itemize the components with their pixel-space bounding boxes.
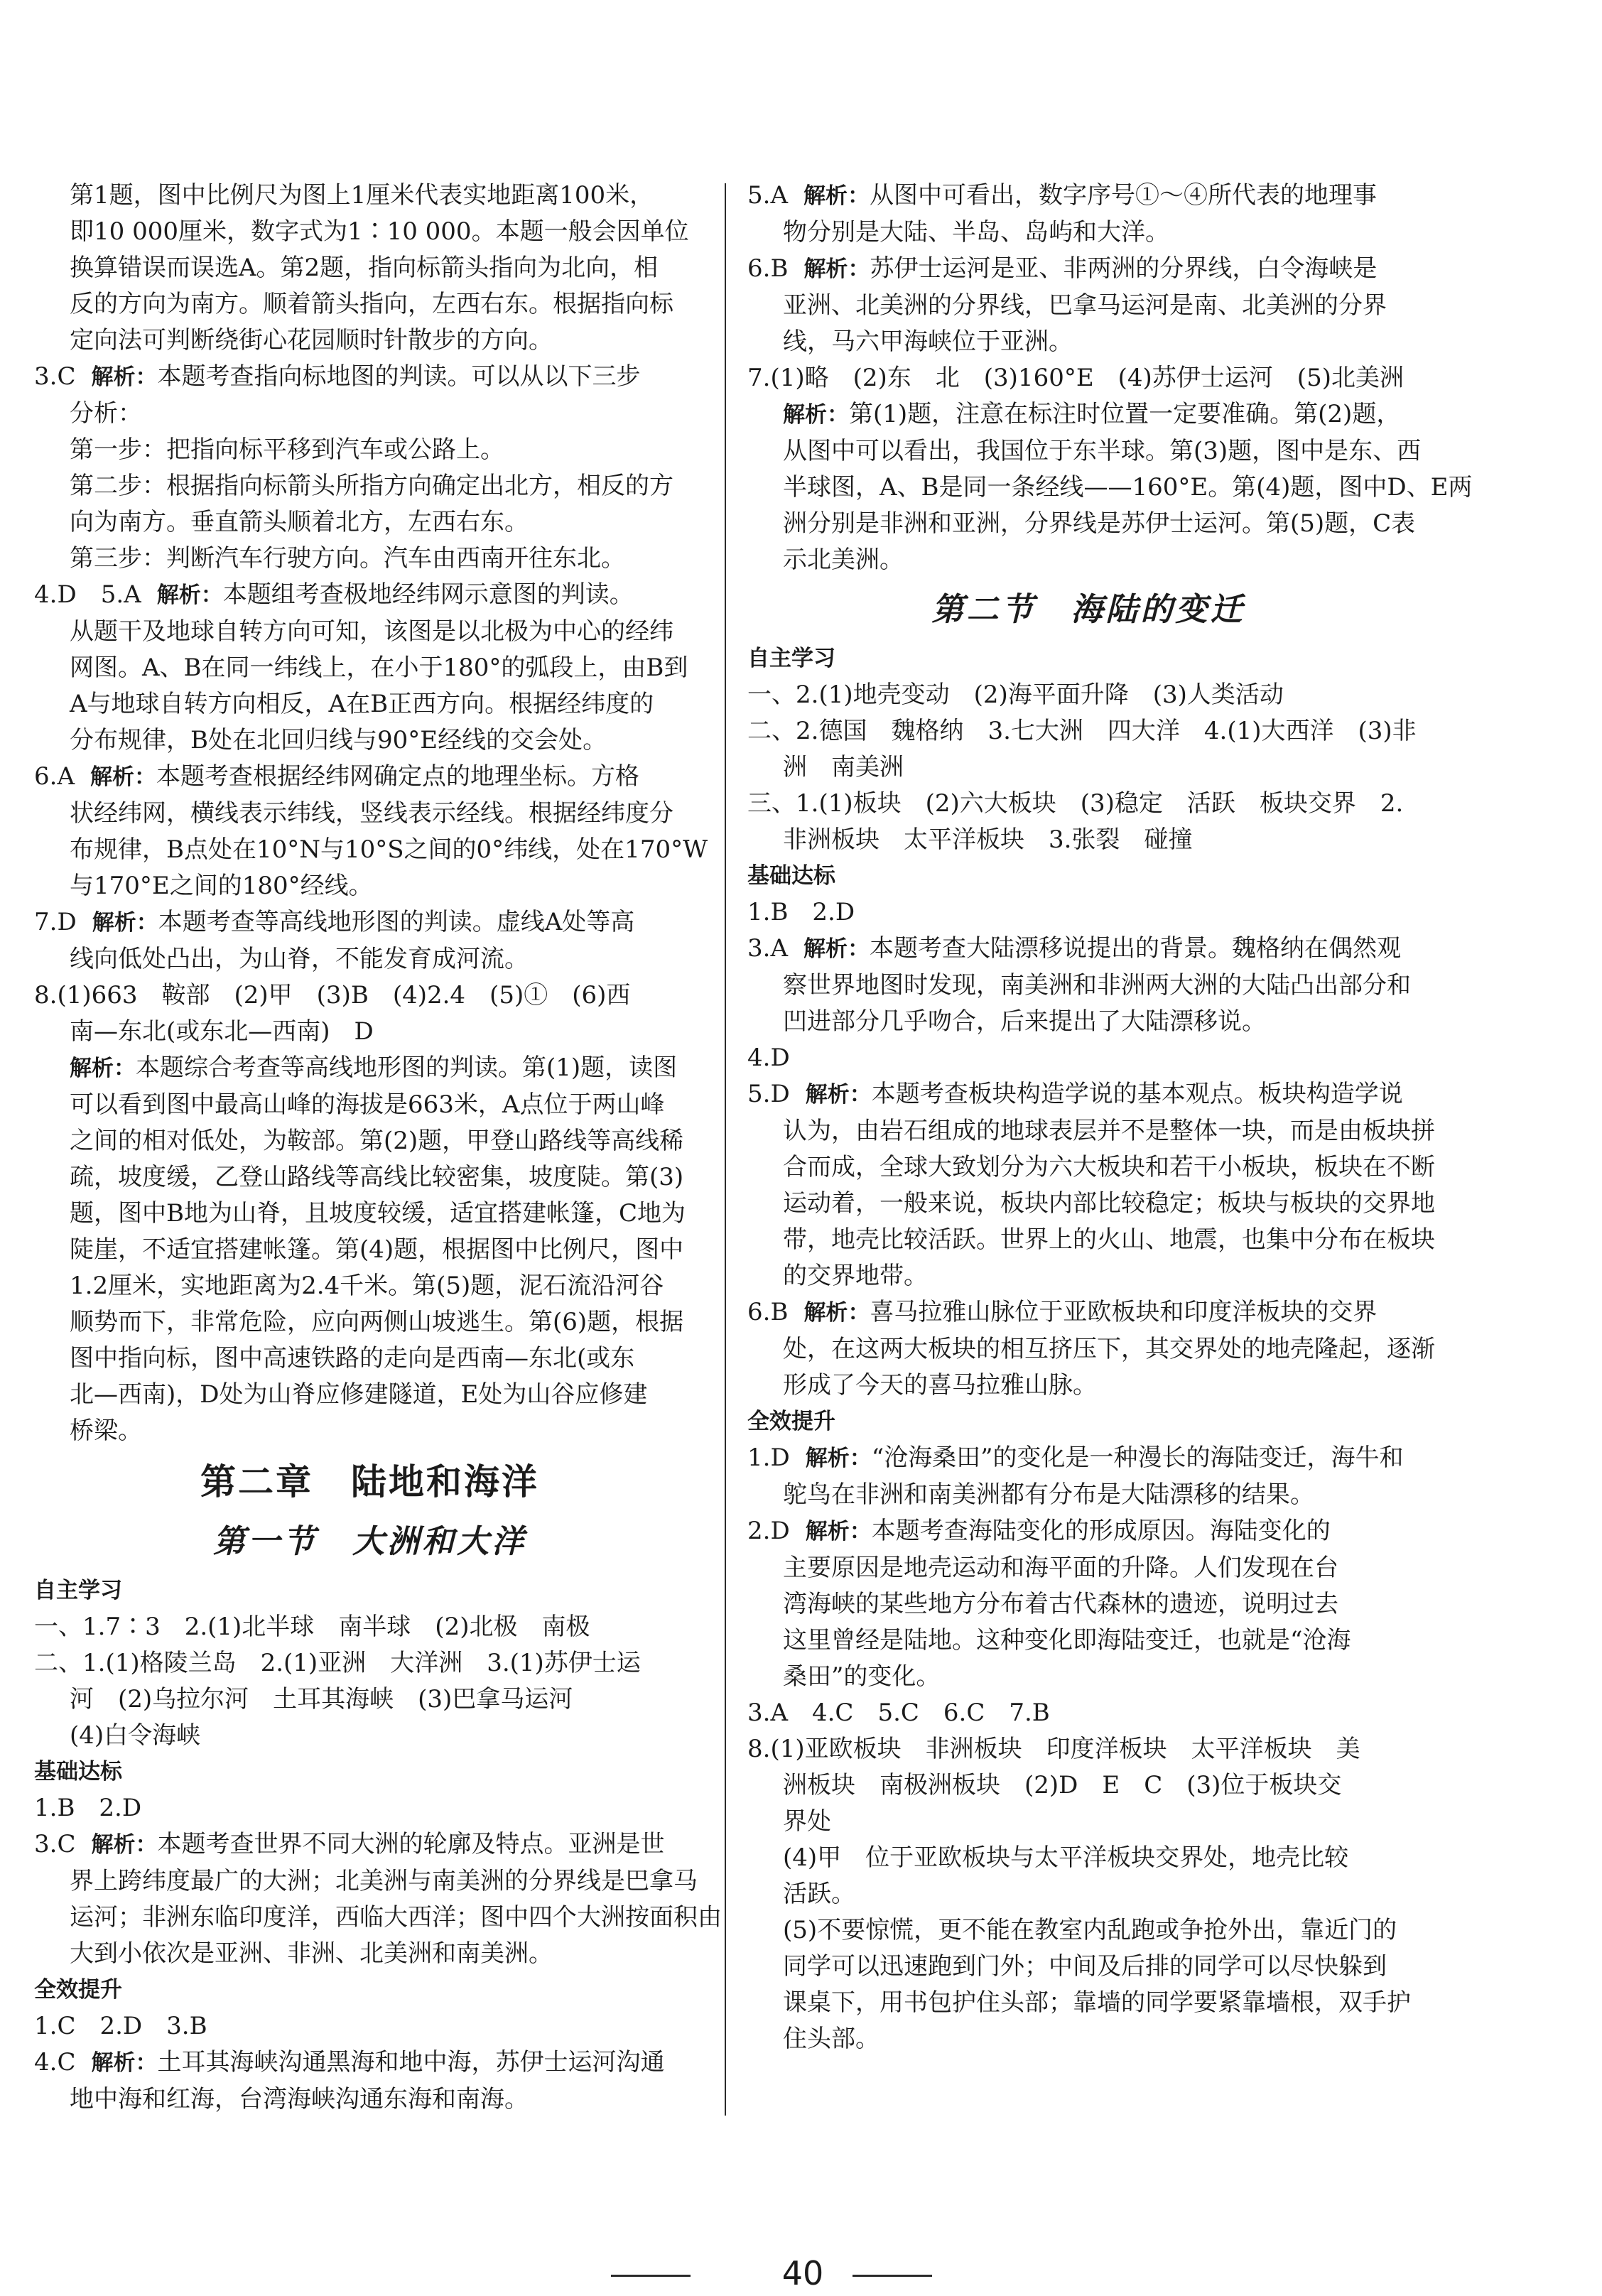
text-line <box>747 713 1429 749</box>
line-text: 第(1)题，注意在标注时位置一定要准确。第(2)题， <box>849 400 1401 428</box>
text-line <box>747 1477 1429 1513</box>
text-line <box>34 396 705 432</box>
text-line <box>34 541 705 577</box>
text-line: 解析：第(1)题，注意在标注时位置一定要准确。第(2)题， <box>783 400 1401 428</box>
text-line <box>34 1377 705 1413</box>
line-text: 苏伊士运河是亚、非两洲的分界线，白令海峡是 <box>870 254 1378 283</box>
text-line <box>747 1767 1429 1804</box>
answer-number: 6.B <box>747 254 789 283</box>
text-line: 3.C 解析：本题考查指向标地图的判读。可以从以下三步 <box>34 362 641 391</box>
analysis-label: 解析 <box>805 1519 850 1544</box>
text-line <box>34 614 705 650</box>
text-line <box>34 1123 705 1159</box>
text-line <box>747 288 1429 324</box>
text-line: 3.A 解析：本题考查大陆漂移说提出的背景。魏格纳在偶然观 <box>747 934 1401 963</box>
line-text: 的交界地带。 <box>783 1262 928 1290</box>
line-text: 题，图中B地为山脊，且坡度较缓，适宜搭建帐篷，C地为 <box>70 1199 686 1228</box>
line-text: A与地球自转方向相反，A在B正西方向。根据经纬度的 <box>70 690 654 718</box>
analysis-label: 解析 <box>91 1832 136 1858</box>
right-column <box>747 178 1473 2057</box>
line-text: 界上跨纬度最广的大洲；北美洲与南美洲的分界线是巴拿马 <box>70 1867 698 1895</box>
line-text: 第二步：根据指向标箭头所指方向确定出北方，相反的方 <box>70 472 673 500</box>
line-text: 桑田”的变化。 <box>783 1662 941 1691</box>
footer-rule-right <box>853 2275 932 2277</box>
text-line: 7.D 解析：本题考查等高线地形图的判读。虚线A处等高 <box>34 908 635 936</box>
line-text: 带，地壳比较活跃。世界上的火山、地震，也集中分布在板块 <box>783 1225 1435 1254</box>
text-line <box>747 1731 1429 1767</box>
text-line <box>747 1876 1429 1912</box>
text-line: 5.D 解析：本题考查板块构造学说的基本观点。板块构造学说 <box>747 1080 1403 1108</box>
left-column <box>34 178 722 2118</box>
text-line <box>747 1804 1429 1840</box>
text-line <box>747 506 1429 542</box>
answer-number: 8. <box>747 1735 771 1763</box>
line-text: 亚洲、北美洲的分界线，巴拿马运河是南、北美洲的分界 <box>783 291 1387 320</box>
line-text: 运河；非洲东临印度洋，西临大西洋；图中四个大洲按面积由 <box>70 1903 722 1932</box>
text-line <box>34 1936 705 1972</box>
line-text: 3.A 4.C 5.C 6.C 7.B <box>747 1699 1050 1727</box>
line-text: 活跃。 <box>783 1880 855 1908</box>
text-line: 6.B 解析：苏伊士运河是亚、非两洲的分界线，白令海峡是 <box>747 254 1378 283</box>
text-line: 6.A 解析：本题考查根据经纬网确定点的地理坐标。方格 <box>34 762 639 791</box>
line-text: 可以看到图中最高山峰的海拔是663米，A点位于两山峰 <box>70 1090 665 1119</box>
analysis-label: 解析 <box>803 936 848 962</box>
line-text: 示北美洲。 <box>783 546 904 574</box>
text-line <box>34 1304 705 1341</box>
text-line <box>747 1113 1435 1149</box>
line-text: 半球图，A、B是同一条经线——160°E。第(4)题，图中D、E两 <box>783 473 1473 502</box>
line-text: 即10 000厘米，数字式为1∶10 000。本题一般会因单位 <box>70 217 689 246</box>
answer-number: 8. <box>34 981 58 1009</box>
line-text: 主要原因是地壳运动和海平面的升降。人们发现在台 <box>783 1554 1338 1582</box>
line-text: 本题考查海陆变化的形成原因。海陆变化的 <box>871 1517 1331 1545</box>
line-text: 这里曾经是陆地。这种变化即海陆变迁，也就是“沧海 <box>783 1626 1351 1655</box>
answer-number: 4.C <box>34 2048 76 2076</box>
analysis-label: 解析 <box>70 1056 114 1081</box>
text-line <box>34 1790 705 1826</box>
section-title: 第一节 大洲和大洋 <box>212 1522 526 1560</box>
text-line <box>747 215 1429 251</box>
line-text: 本题考查大陆漂移说提出的背景。魏格纳在偶然观 <box>870 934 1401 963</box>
line-text: 顺势而下，非常危险，应向两侧山坡逃生。第(6)题，根据 <box>70 1308 684 1336</box>
line-text: 网图。A、B在同一纬线上，在小于180°的弧段上，由B到 <box>70 654 688 682</box>
line-text: “沧海桑田”的变化是一种漫长的海陆变迁，海牛和 <box>871 1444 1404 1472</box>
text-line <box>34 832 708 868</box>
subsection-heading: 基础达标 <box>747 863 835 889</box>
line-text: 本题考查等高线地形图的判读。虚线A处等高 <box>158 908 635 936</box>
line-text: 分析： <box>70 399 142 428</box>
text-line <box>747 1040 1429 1076</box>
text-line <box>34 686 705 722</box>
text-line <box>34 1159 705 1196</box>
text-line <box>34 178 705 214</box>
line-text: 大到小依次是亚洲、非洲、北美洲和南美洲。 <box>70 1939 553 1968</box>
line-text: (4)白令海峡 <box>70 1721 201 1750</box>
text-line <box>34 1645 705 1682</box>
line-text: 第一步：把指向标平移到汽车或公路上。 <box>70 435 504 464</box>
text-line <box>747 1840 1429 1876</box>
analysis-label: 解析 <box>805 1446 850 1471</box>
text-line <box>34 868 705 904</box>
text-line <box>34 1413 705 1449</box>
line-text: 1.C 2.D 3.B <box>34 2012 207 2040</box>
text-line <box>747 1222 1435 1258</box>
line-text: 线向低处凸出，为山脊，不能发育成河流。 <box>70 945 529 973</box>
answer-number: 5.A <box>747 181 788 210</box>
subsection-heading: 基础达标 <box>34 1759 122 1785</box>
text-line <box>34 2081 705 2118</box>
subsection-heading: 自主学习 <box>34 1578 122 1603</box>
text-line <box>34 432 705 468</box>
text-line <box>34 650 705 686</box>
analysis-label: 解析 <box>803 256 848 282</box>
text-line <box>747 1149 1435 1186</box>
line-text: 处，在这两大板块的相互挤压下，其交界处的地壳隆起，逐渐 <box>783 1335 1435 1363</box>
text-line <box>747 1368 1429 1404</box>
line-text: 换算错误而误选A。第2题，指向标箭头指向为北向，相 <box>70 254 659 282</box>
text-line <box>747 894 1429 931</box>
line-text: 运动着，一般来说，板块内部比较稳定；板块与板块的交界地 <box>783 1189 1435 1218</box>
text-line <box>34 1609 705 1645</box>
text-line <box>34 1232 705 1268</box>
line-text: 地中海和红海，台湾海峡沟通东海和南海。 <box>70 2085 529 2113</box>
subsection-heading: 全效提升 <box>747 1409 835 1434</box>
line-text: 状经纬网，横线表示纬线，竖线表示经线。根据经纬度分 <box>70 799 673 828</box>
chapter-title: 第二章 陆地和海洋 <box>200 1461 539 1502</box>
answer-number: 3.C <box>34 362 76 391</box>
line-text: 本题组考查极地经纬网示意图的判读。 <box>222 580 634 609</box>
line-text: 第三步：判断汽车行驶方向。汽车由西南开往东北。 <box>70 544 625 573</box>
footer-rule-left <box>611 2275 691 2277</box>
answer-number: 3.C <box>34 1830 76 1858</box>
line-text: 第1题，图中比例尺为图上1厘米代表实地距离100米， <box>70 181 654 210</box>
text-line <box>34 504 705 541</box>
text-line <box>747 1949 1429 1985</box>
line-text: 本题考查指向标地图的判读。可以从以下三步 <box>157 362 641 391</box>
line-text: 喜马拉雅山脉位于亚欧板块和印度洋板块的交界 <box>870 1298 1378 1326</box>
line-text: 本题考查世界不同大洲的轮廓及特点。亚洲是世 <box>157 1830 665 1858</box>
answer-number: 4.D 5.A <box>34 580 141 609</box>
text-line <box>34 1087 705 1123</box>
analysis-label: 解析 <box>92 910 136 936</box>
line-text: 洲 南美洲 <box>783 753 904 781</box>
analysis-label: 解析 <box>91 2050 136 2076</box>
text-line <box>747 1586 1429 1623</box>
text-line <box>34 1900 722 1936</box>
line-text: (1)亚欧板块 非洲板块 印度洋板块 太平洋板块 美 <box>770 1735 1360 1763</box>
line-text: 陡崖，不适宜搭建帐篷。第(4)题，根据图中比例尺，图中 <box>70 1235 684 1264</box>
text-line <box>34 214 705 250</box>
line-text: 一、1.7∶3 2.(1)北半球 南半球 (2)北极 南极 <box>34 1613 590 1641</box>
line-text: (4)甲 位于亚欧板块与太平洋板块交界处，地壳比较 <box>783 1843 1349 1872</box>
text-line <box>747 1985 1429 2021</box>
answer-number: 7. <box>747 364 771 392</box>
text-line <box>747 1331 1435 1368</box>
analysis-label: 解析 <box>803 183 848 209</box>
line-text: 定向法可判断绕街心花园顺时针散步的方向。 <box>70 326 553 354</box>
text-line <box>747 786 1429 822</box>
text-line <box>747 433 1429 470</box>
page-number: 40 <box>781 2254 824 2292</box>
line-text: 反的方向为南方。顺着箭头指向，左西右东。根据指向标 <box>70 290 673 318</box>
line-text: (1)略 (2)东 北 (3)160°E (4)苏伊士运河 (5)北美洲 <box>770 364 1404 392</box>
line-text: 本题考查根据经纬网确定点的地理坐标。方格 <box>156 762 639 791</box>
section-title: 第二节 海陆的变迁 <box>931 590 1245 628</box>
text-line: 3.C 解析：本题考查世界不同大洲的轮廓及特点。亚洲是世 <box>34 1830 665 1858</box>
line-text: 湾海峡的某些地方分布着古代森林的遗迹，说明过去 <box>783 1590 1338 1618</box>
line-text: 形成了今天的喜马拉雅山脉。 <box>783 1371 1097 1399</box>
text-line: 6.B 解析：喜马拉雅山脉位于亚欧板块和印度洋板块的交界 <box>747 1298 1378 1326</box>
line-text: 住头部。 <box>783 2025 880 2053</box>
line-text: 从图中可以看出，我国位于东半球。第(3)题，图中是东、西 <box>783 437 1422 465</box>
line-text: 从图中可看出，数字序号①～④所代表的地理事 <box>870 181 1377 210</box>
text-line <box>34 1196 705 1232</box>
text-line: 解析：本题综合考查等高线地形图的判读。第(1)题，读图 <box>70 1054 678 1082</box>
line-text: 本题综合考查等高线地形图的判读。第(1)题，读图 <box>136 1054 678 1082</box>
subsection-heading: 全效提升 <box>34 1977 122 2003</box>
text-line: 4.C 解析：土耳其海峡沟通黑海和地中海，苏伊士运河沟通 <box>34 2048 665 2076</box>
analysis-label: 解析 <box>156 583 201 608</box>
text-line <box>34 286 705 323</box>
text-line <box>34 1863 705 1900</box>
text-line <box>747 968 1429 1004</box>
column-divider <box>725 183 726 2116</box>
line-text: 凹进部分几乎吻合，后来提出了大陆漂移说。 <box>783 1007 1266 1036</box>
text-line <box>34 250 705 286</box>
line-text: 非洲板块 太平洋板块 3.张裂 碰撞 <box>783 825 1193 854</box>
line-text: 桥梁。 <box>70 1417 142 1445</box>
line-text: 鸵鸟在非洲和南美洲都有分布是大陆漂移的结果。 <box>783 1480 1314 1509</box>
text-line <box>34 468 705 504</box>
page-footer <box>0 2253 1602 2296</box>
analysis-label: 解析 <box>90 764 134 790</box>
analysis-label: 解析 <box>91 364 136 390</box>
answer-number: 7.D <box>34 908 77 936</box>
text-line <box>747 360 1429 396</box>
line-text: (1)663 鞍部 (2)甲 (3)B (4)2.4 (5)① (6)西 <box>57 981 631 1009</box>
line-text: 本题考查板块构造学说的基本观点。板块构造学说 <box>871 1080 1403 1108</box>
line-text: 同学可以迅速跑到门外；中间及后排的同学可以尽快躲到 <box>783 1952 1387 1981</box>
text-line: 4.D 5.A 解析：本题组考查极地经纬网示意图的判读。 <box>34 580 634 609</box>
text-line <box>34 1268 705 1304</box>
line-text: 疏，坡度缓，乙登山路线等高线比较密集，坡度陡。第(3) <box>70 1163 684 1191</box>
answer-number: 6.A <box>34 762 75 791</box>
text-line: 1.D 解析：“沧海桑田”的变化是一种漫长的海陆变迁，海牛和 <box>747 1444 1404 1472</box>
line-text: 土耳其海峡沟通黑海和地中海，苏伊士运河沟通 <box>157 2048 665 2076</box>
text-line <box>34 1718 705 1754</box>
text-line <box>34 722 705 759</box>
text-line: 2.D 解析：本题考查海陆变化的形成原因。海陆变化的 <box>747 1517 1331 1545</box>
text-line <box>747 1550 1429 1586</box>
text-line <box>747 1659 1429 1695</box>
answer-number: 1.D <box>747 1444 790 1472</box>
line-text: 分布规律，B处在北回归线与90°E经线的交会处。 <box>70 726 607 754</box>
text-line <box>34 796 705 832</box>
line-text: (5)不要惊慌，更不能在教室内乱跑或争抢外出，靠近门的 <box>783 1916 1397 1944</box>
text-line <box>747 1912 1429 1949</box>
text-line <box>747 1004 1429 1040</box>
text-line <box>34 1014 705 1050</box>
answer-number: 3.A <box>747 934 788 963</box>
text-line <box>747 1695 1429 1731</box>
text-line <box>747 1186 1435 1222</box>
line-text: 河 (2)乌拉尔河 土耳其海峡 (3)巴拿马运河 <box>70 1685 573 1713</box>
line-text: 物分别是大陆、半岛、岛屿和大洋。 <box>783 218 1169 247</box>
line-text: 北—西南)，D处为山脊应修建隧道，E处为山谷应修建 <box>70 1380 648 1409</box>
line-text: 图中指向标，图中高速铁路的走向是西南—东北(或东 <box>70 1344 635 1372</box>
text-line <box>747 542 1429 578</box>
line-text: 洲板块 南极洲板块 (2)D E C (3)位于板块交 <box>783 1771 1342 1799</box>
text-line <box>34 1682 705 1718</box>
line-text: 课桌下，用书包护住头部；靠墙的同学要紧靠墙根，双手护 <box>783 1988 1411 2017</box>
line-text: 察世界地图时发现，南美洲和非洲两大洲的大陆凸出部分和 <box>783 971 1411 1000</box>
text-line <box>747 1258 1429 1294</box>
line-text: 从题干及地球自转方向可知，该图是以北极为中心的经纬 <box>70 617 673 646</box>
answer-number: 6.B <box>747 1298 789 1326</box>
text-line <box>34 323 705 359</box>
line-text: 向为南方。垂直箭头顺着北方，左西右东。 <box>70 508 529 536</box>
line-text: 4.D <box>747 1044 790 1072</box>
text-line <box>747 324 1429 360</box>
answer-number: 5.D <box>747 1080 790 1108</box>
line-text: 一、2.(1)地壳变动 (2)海平面升降 (3)人类活动 <box>747 681 1284 709</box>
analysis-label: 解析 <box>805 1082 850 1108</box>
text-line <box>34 1341 705 1377</box>
analysis-label: 解析 <box>803 1300 848 1326</box>
subsection-heading: 自主学习 <box>747 646 835 671</box>
line-text: 三、1.(1)板块 (2)六大板块 (3)稳定 活跃 板块交界 2. <box>747 789 1404 818</box>
line-text: 南—东北(或东北—西南) D <box>70 1017 374 1046</box>
line-text: 二、2.德国 魏格纳 3.七大洲 四大洋 4.(1)大西洋 (3)非 <box>747 717 1417 745</box>
analysis-label: 解析 <box>783 402 827 428</box>
line-text: 二、1.(1)格陵兰岛 2.(1)亚洲 大洋洲 3.(1)苏伊士运 <box>34 1649 641 1677</box>
line-text: 之间的相对低处，为鞍部。第(2)题，甲登山路线等高线稀 <box>70 1127 684 1155</box>
line-text: 1.2厘米，实地距离为2.4千米。第(5)题，泥石流沿河谷 <box>70 1272 664 1300</box>
line-text: 布规律，B点处在10°N与10°S之间的0°纬线，处在170°W <box>70 835 708 864</box>
line-text: 线，马六甲海峡位于亚洲。 <box>783 327 1073 356</box>
text-line <box>747 1623 1429 1659</box>
line-text: 1.B 2.D <box>34 1794 142 1822</box>
text-line <box>747 470 1473 506</box>
line-text: 合而成，全球大致划分为六大板块和若干小板块，板块在不断 <box>783 1153 1435 1181</box>
text-line <box>34 2008 705 2045</box>
answer-number: 2.D <box>747 1517 790 1545</box>
text-line: 5.A 解析：从图中可看出，数字序号①～④所代表的地理事 <box>747 181 1377 210</box>
line-text: 与170°E之间的180°经线。 <box>70 872 373 900</box>
text-line <box>747 749 1429 786</box>
text-line <box>747 677 1429 713</box>
text-line <box>34 978 705 1014</box>
line-text: 洲分别是非洲和亚洲，分界线是苏伊士运河。第(5)题，C表 <box>783 509 1416 538</box>
line-text: 界处 <box>783 1807 831 1836</box>
text-line <box>747 2021 1429 2057</box>
line-text: 认为，由岩石组成的地球表层并不是整体一块，而是由板块拼 <box>783 1117 1435 1145</box>
text-line <box>747 822 1429 858</box>
text-line <box>34 941 705 978</box>
line-text: 1.B 2.D <box>747 898 855 926</box>
